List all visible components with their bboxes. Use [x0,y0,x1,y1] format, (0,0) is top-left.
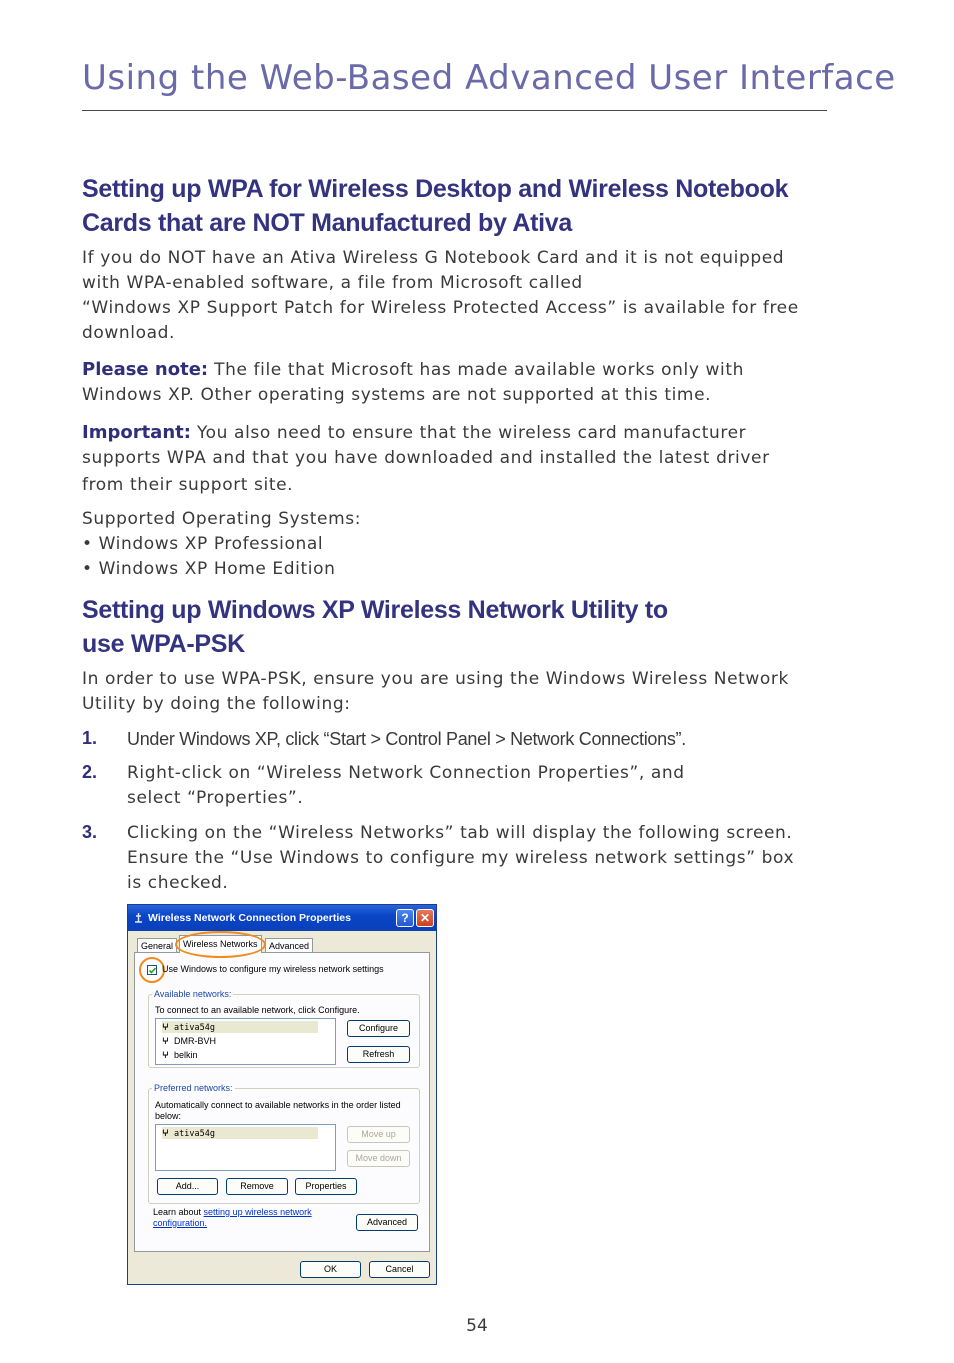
properties-button[interactable]: Properties [295,1178,357,1195]
help-button[interactable]: ? [396,909,414,927]
section1-heading [82,172,788,240]
network-name: ativa54g [174,1129,215,1139]
step-text [127,821,817,896]
step-line: Clicking on the “Wireless Networks” tab will display the following screen. [127,823,793,843]
available-networks-label: Available networks: [154,989,232,999]
section2-heading-line2: use WPA-PSK [82,630,245,658]
step-text [127,761,817,811]
remove-button[interactable]: Remove [226,1178,288,1195]
please-note [82,357,822,408]
note-label: Please note: [82,359,209,380]
add-button[interactable]: Add... [157,1178,218,1195]
ok-button[interactable]: OK [300,1261,361,1278]
intro-line: If you do NOT have an Ativa Wireless G Notebook Card and it is not equipped [82,248,785,268]
intro-line: In order to use WPA-PSK, ensure you are using the Windows Wireless Network [82,669,789,689]
supported-os [82,507,822,582]
wireless-antenna-icon: ⵖ [162,1022,169,1032]
learn-link-cont[interactable]: configuration. [153,1218,208,1228]
page-number: 54 [466,1316,488,1336]
step-number: 1. [82,728,98,748]
important-line3: from their support site. [82,475,294,495]
advanced-button[interactable]: Advanced [356,1214,418,1231]
intro-line: with WPA-enabled software, a file from Microsoft called [82,273,583,293]
list-item[interactable] [162,1127,318,1139]
learn-prefix: Learn about [153,1207,204,1217]
tab-wireless-networks[interactable]: Wireless Networks [179,935,262,953]
page-title: Using the Web-Based Advanced User Interface [82,58,896,98]
section2-heading [82,593,668,661]
note-line1 [82,357,822,383]
dialog-titlebar [128,905,436,931]
list-item: • Windows XP Professional [82,534,324,554]
section1-heading-line2: Cards that are NOT Manufactured by Ativa [82,209,572,237]
important-line2: supports WPA and that you have downloaded and installed the latest driver [82,448,770,468]
preferred-networks-label: Preferred networks: [154,1083,233,1093]
list-item: • Windows XP Home Edition [82,559,336,579]
preferred-networks-list[interactable] [155,1124,336,1171]
close-button[interactable]: ✕ [416,909,434,927]
learn-about-text [153,1207,312,1217]
available-networks-list[interactable] [155,1018,336,1065]
important-note [82,420,822,498]
wireless-antenna-icon: ⵖ [162,1050,169,1060]
list-item[interactable] [162,1021,318,1033]
move-up-button[interactable]: Move up [347,1126,410,1143]
highlight-oval [175,931,266,958]
dialog-title: Wireless Network Connection Properties [148,912,351,924]
refresh-button[interactable]: Refresh [347,1046,410,1063]
note-line2: Windows XP. Other operating systems are not supported at this time. [82,385,712,405]
important-label: Important: [82,422,191,443]
step-line: select “Properties”. [127,788,304,808]
intro-line: download. [82,323,176,343]
note-text: The file that Microsoft has made available works only with [208,360,744,380]
step-line: Right-click on “Wireless Network Connection Properties”, and [127,763,685,783]
intro-line: “Windows XP Support Patch for Wireless Protected Access” is available for free [82,298,799,318]
learn-link[interactable]: setting up wireless network [203,1207,312,1217]
title-rule [82,110,827,111]
network-icon [133,912,144,923]
step-line: Ensure the “Use Windows to configure my wireless network settings” box [127,848,795,868]
use-windows-label[interactable]: Use Windows to configure my wireless network settings [162,964,384,974]
tab-general[interactable]: General [137,938,177,952]
preferred-desc-line2: below: [155,1111,182,1121]
intro-line: Utility by doing the following: [82,694,351,714]
configure-button[interactable]: Configure [347,1020,410,1037]
wireless-antenna-icon: ⵖ [162,1128,169,1138]
list-item[interactable] [162,1035,216,1047]
wireless-properties-dialog [127,904,437,1285]
network-name: belkin [174,1050,198,1060]
wireless-antenna-icon: ⵖ [162,1036,169,1046]
step-number: 3. [82,822,98,842]
section1-intro [82,246,822,346]
cancel-button[interactable]: Cancel [369,1261,430,1278]
important-line1 [82,420,822,446]
network-name: ativa54g [174,1023,215,1033]
network-name: DMR-BVH [174,1036,216,1046]
section2-intro [82,667,822,717]
list-item[interactable] [162,1049,198,1061]
section2-heading-line1: Setting up Windows XP Wireless Network Utility to [82,596,668,624]
available-networks-desc: To connect to an available network, click Configure. [155,1005,360,1015]
tab-advanced[interactable]: Advanced [265,938,313,952]
section1-heading-line1: Setting up WPA for Wireless Desktop and Wireless Notebook [82,175,789,203]
step-text: Under Windows XP, click “Start > Control Panel > Network Connections”. [127,729,686,749]
supported-title: Supported Operating Systems: [82,509,362,529]
move-down-button[interactable]: Move down [347,1150,410,1167]
preferred-desc-line1: Automatically connect to available networks in the order listed [155,1100,401,1110]
important-text: You also need to ensure that the wireless card manufacturer [190,423,747,443]
step-number: 2. [82,762,98,782]
step-line: is checked. [127,873,229,893]
